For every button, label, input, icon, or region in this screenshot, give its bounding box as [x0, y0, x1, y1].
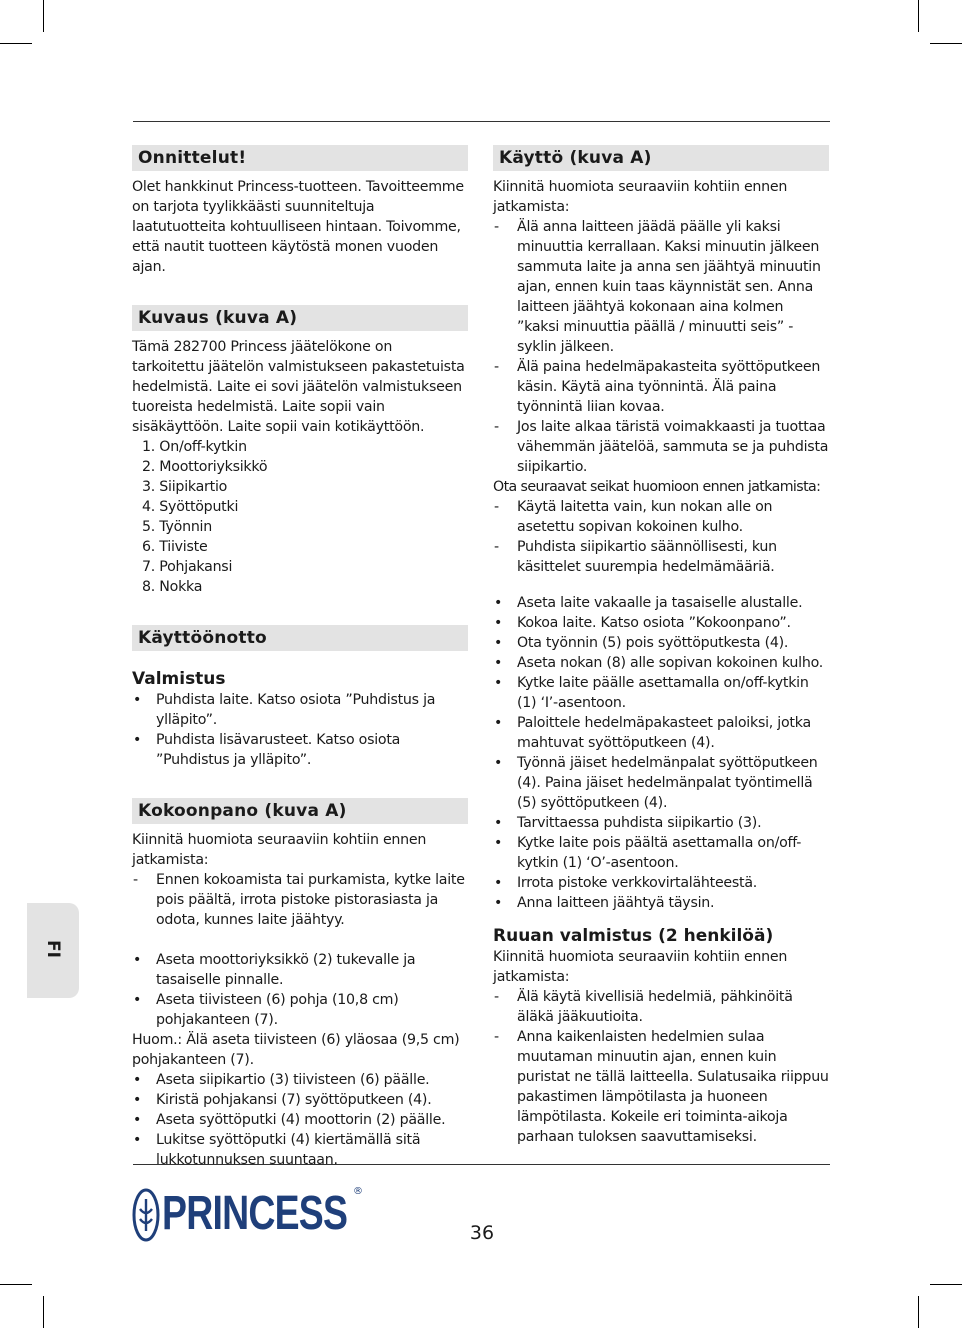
section-heading: Kuvaus (kuva A) [132, 305, 468, 331]
section-setup [132, 625, 468, 770]
section-heading: Onnittelut! [132, 145, 468, 171]
crop-mark [918, 0, 919, 32]
list-item: 8. Nokka [142, 579, 203, 595]
dash-list [493, 987, 829, 1147]
language-label: FI [43, 940, 63, 958]
list-item: - Käytä laitetta vain, kun nokan alle on asetettu sopivan kokoinen kulho. [494, 499, 773, 535]
section-heading: Käyttöönotto [132, 625, 468, 651]
list-item: • Työnnä jäiset hedelmänpalat syöttöputkeen (4). Paina jäiset hedelmänpalat työntimellä (5) syöttöputkeen (4). [494, 755, 818, 811]
list-item: • Puhdista lisävarusteet. Katso osiota ”Puhdistus ja ylläpito”. [133, 732, 401, 768]
list-item: • Aseta siipikartio (3) tiivisteen (6) päälle. [133, 1072, 430, 1088]
list-item: • Anna laitteen jäähtyä täysin. [494, 895, 715, 911]
bullet-list [132, 1070, 468, 1170]
list-item: • Puhdista laite. Katso osiota ”Puhdistus ja ylläpito”. [133, 692, 436, 728]
section-usage [493, 145, 829, 913]
list-item: 1. On/off-kytkin [142, 439, 247, 455]
list-item: • Tarvittaessa puhdista siipikartio (3). [494, 815, 762, 831]
list-item: 6. Tiiviste [142, 539, 208, 555]
list-item: 5. Työnnin [142, 519, 212, 535]
list-item: • Aseta nokan (8) alle sopivan kokoinen kulho. [494, 655, 824, 671]
crop-mark [930, 43, 962, 44]
list-item: • Aseta syöttöputki (4) moottorin (2) päälle. [133, 1112, 446, 1128]
section-heading: Käyttö (kuva A) [493, 145, 829, 171]
right-column [493, 145, 829, 1147]
paragraph: Kiinnitä huomiota seuraaviin kohtiin ennen jatkamista: [493, 179, 788, 215]
list-item: - Älä käytä kivellisiä hedelmiä, pähkinöitä äläkä jääkuutioita. [494, 989, 793, 1025]
crop-mark [43, 1296, 44, 1328]
crest-icon [132, 1187, 160, 1243]
list-item: • Aseta tiivisteen (6) pohja (10,8 cm) pohjakanteen (7). [133, 992, 399, 1028]
section-congrats [132, 145, 468, 277]
crop-mark [0, 1284, 32, 1285]
list-item: • Kokoa laite. Katso osiota ”Kokoonpano”. [494, 615, 791, 631]
crop-mark [43, 0, 44, 32]
list-item: 7. Pohjakansi [142, 559, 233, 575]
list-item: - Jos laite alkaa täristä voimakkaasti ja tuottaa vähemmän jäätelöä, sammuta se ja puhdista siipikartio. [494, 419, 829, 475]
list-item: - Älä anna laitteen jäädä päälle yli kaksi minuuttia kerrallaan. Kaksi minuutin jälkeen sammuta laite ja anna sen jäähtyä minuutin ajan, ennen kuin taas käynnistät sen. Anna laitteen jäähtyä kokonaan aina kolmen ”kaksi minuuttia päällä / minuutti seis” -syklin jälkeen. [494, 219, 821, 355]
paragraph: Kiinnitä huomiota seuraaviin kohtiin ennen jatkamista: [493, 949, 788, 985]
list-item: 2. Moottoriyksikkö [142, 459, 268, 475]
section-description [132, 305, 468, 597]
section-recipe [493, 925, 829, 1147]
list-item: • Ota työnnin (5) pois syöttöputkesta (4). [494, 635, 789, 651]
parts-list [132, 437, 468, 597]
subheading: Ruuan valmistus (2 henkilöä) [493, 926, 774, 946]
list-item: • Aseta moottoriyksikkö (2) tukevalle ja tasaiselle pinnalle. [133, 952, 416, 988]
list-item: - Puhdista siipikartio säännöllisesti, kun käsittelet suurempia hedelmämääriä. [494, 539, 777, 575]
bullet-list [132, 690, 468, 770]
paragraph: Ota seuraavat seikat huomioon ennen jatkamista: [493, 479, 821, 495]
subheading: Valmistus [132, 669, 226, 689]
list-item: 3. Siipikartio [142, 479, 228, 495]
page-number: 36 [469, 1222, 495, 1244]
list-item: • Kiristä pohjakansi (7) syöttöputkeen (4). [133, 1092, 432, 1108]
list-item: - Älä paina hedelmäpakasteita syöttöputkeen käsin. Käytä aina työnnintä. Älä paina työnnintä liian kovaa. [494, 359, 821, 415]
crop-mark [0, 43, 32, 44]
language-tab [27, 903, 79, 998]
list-item: • Kytke laite pois päältä asettamalla on/off-kytkin (1) ‘O’-asentoon. [494, 835, 802, 871]
bullet-list [132, 950, 468, 1030]
paragraph: Kiinnitä huomiota seuraaviin kohtiin ennen jatkamista: [132, 832, 427, 868]
crop-mark [930, 1284, 962, 1285]
list-item: - Ennen kokoamista tai purkamista, kytke laite pois päältä, irrota pistoke pistorasiasta ja odota, kunnes laite jäähtyy. [133, 872, 465, 928]
list-item: • Lukitse syöttöputki (4) kiertämällä sitä lukkotunnuksen suuntaan. [133, 1132, 421, 1168]
top-rule [133, 121, 830, 122]
section-assembly [132, 798, 468, 1170]
princess-logo [132, 1185, 364, 1243]
note: Huom.: Älä aseta tiivisteen (6) yläosaa (9,5 cm) pohjakanteen (7). [132, 1032, 460, 1068]
brand-wordmark: PRINCESS [162, 1187, 348, 1240]
bullet-list [493, 593, 829, 913]
list-item: - Anna kaikenlaisten hedelmien sulaa muutaman minuutin ajan, ennen kuin puristat ne tällä laitteella. Sulatusaika riippuu pakastimen lämpötilasta ja huoneen lämpötilasta. Kokeile eri toiminta-aikoja parhaan tuloksen saavuttamiseksi. [494, 1029, 829, 1145]
dash-list [493, 217, 829, 477]
paragraph: Tämä 282700 Princess jäätelökone on tarkoitettu jäätelön valmistukseen pakastetuista hedelmistä. Laite ei sovi jäätelön valmistukseen tuoreista hedelmistä. Laite sopii vain sisäkäyttöön. Laite sopii vain kotikäyttöön. [132, 339, 465, 435]
list-item: • Aseta laite vakaalle ja tasaiselle alustalle. [494, 595, 803, 611]
list-item: • Irrota pistoke verkkovirtalähteestä. [494, 875, 758, 891]
paragraph: Olet hankkinut Princess-tuotteen. Tavoitteemme on tarjota tyylikkäästi suunniteltuja laatutuotteita kohtuulliseen hintaan. Toivomme, että nautit tuotteen käytöstä monen vuoden ajan. [132, 179, 464, 275]
list-item: 4. Syöttöputki [142, 499, 239, 515]
list-item: • Kytke laite päälle asettamalla on/off-kytkin (1) ‘I’-asentoon. [494, 675, 809, 711]
crop-mark [918, 1296, 919, 1328]
section-heading: Kokoonpano (kuva A) [132, 798, 468, 824]
dash-list [493, 497, 829, 577]
left-column [132, 145, 468, 1170]
registered-mark: ® [353, 1186, 363, 1197]
list-item: • Paloittele hedelmäpakasteet paloiksi, jotka mahtuvat syöttöputkeen (4). [494, 715, 811, 751]
dash-list [132, 870, 468, 930]
